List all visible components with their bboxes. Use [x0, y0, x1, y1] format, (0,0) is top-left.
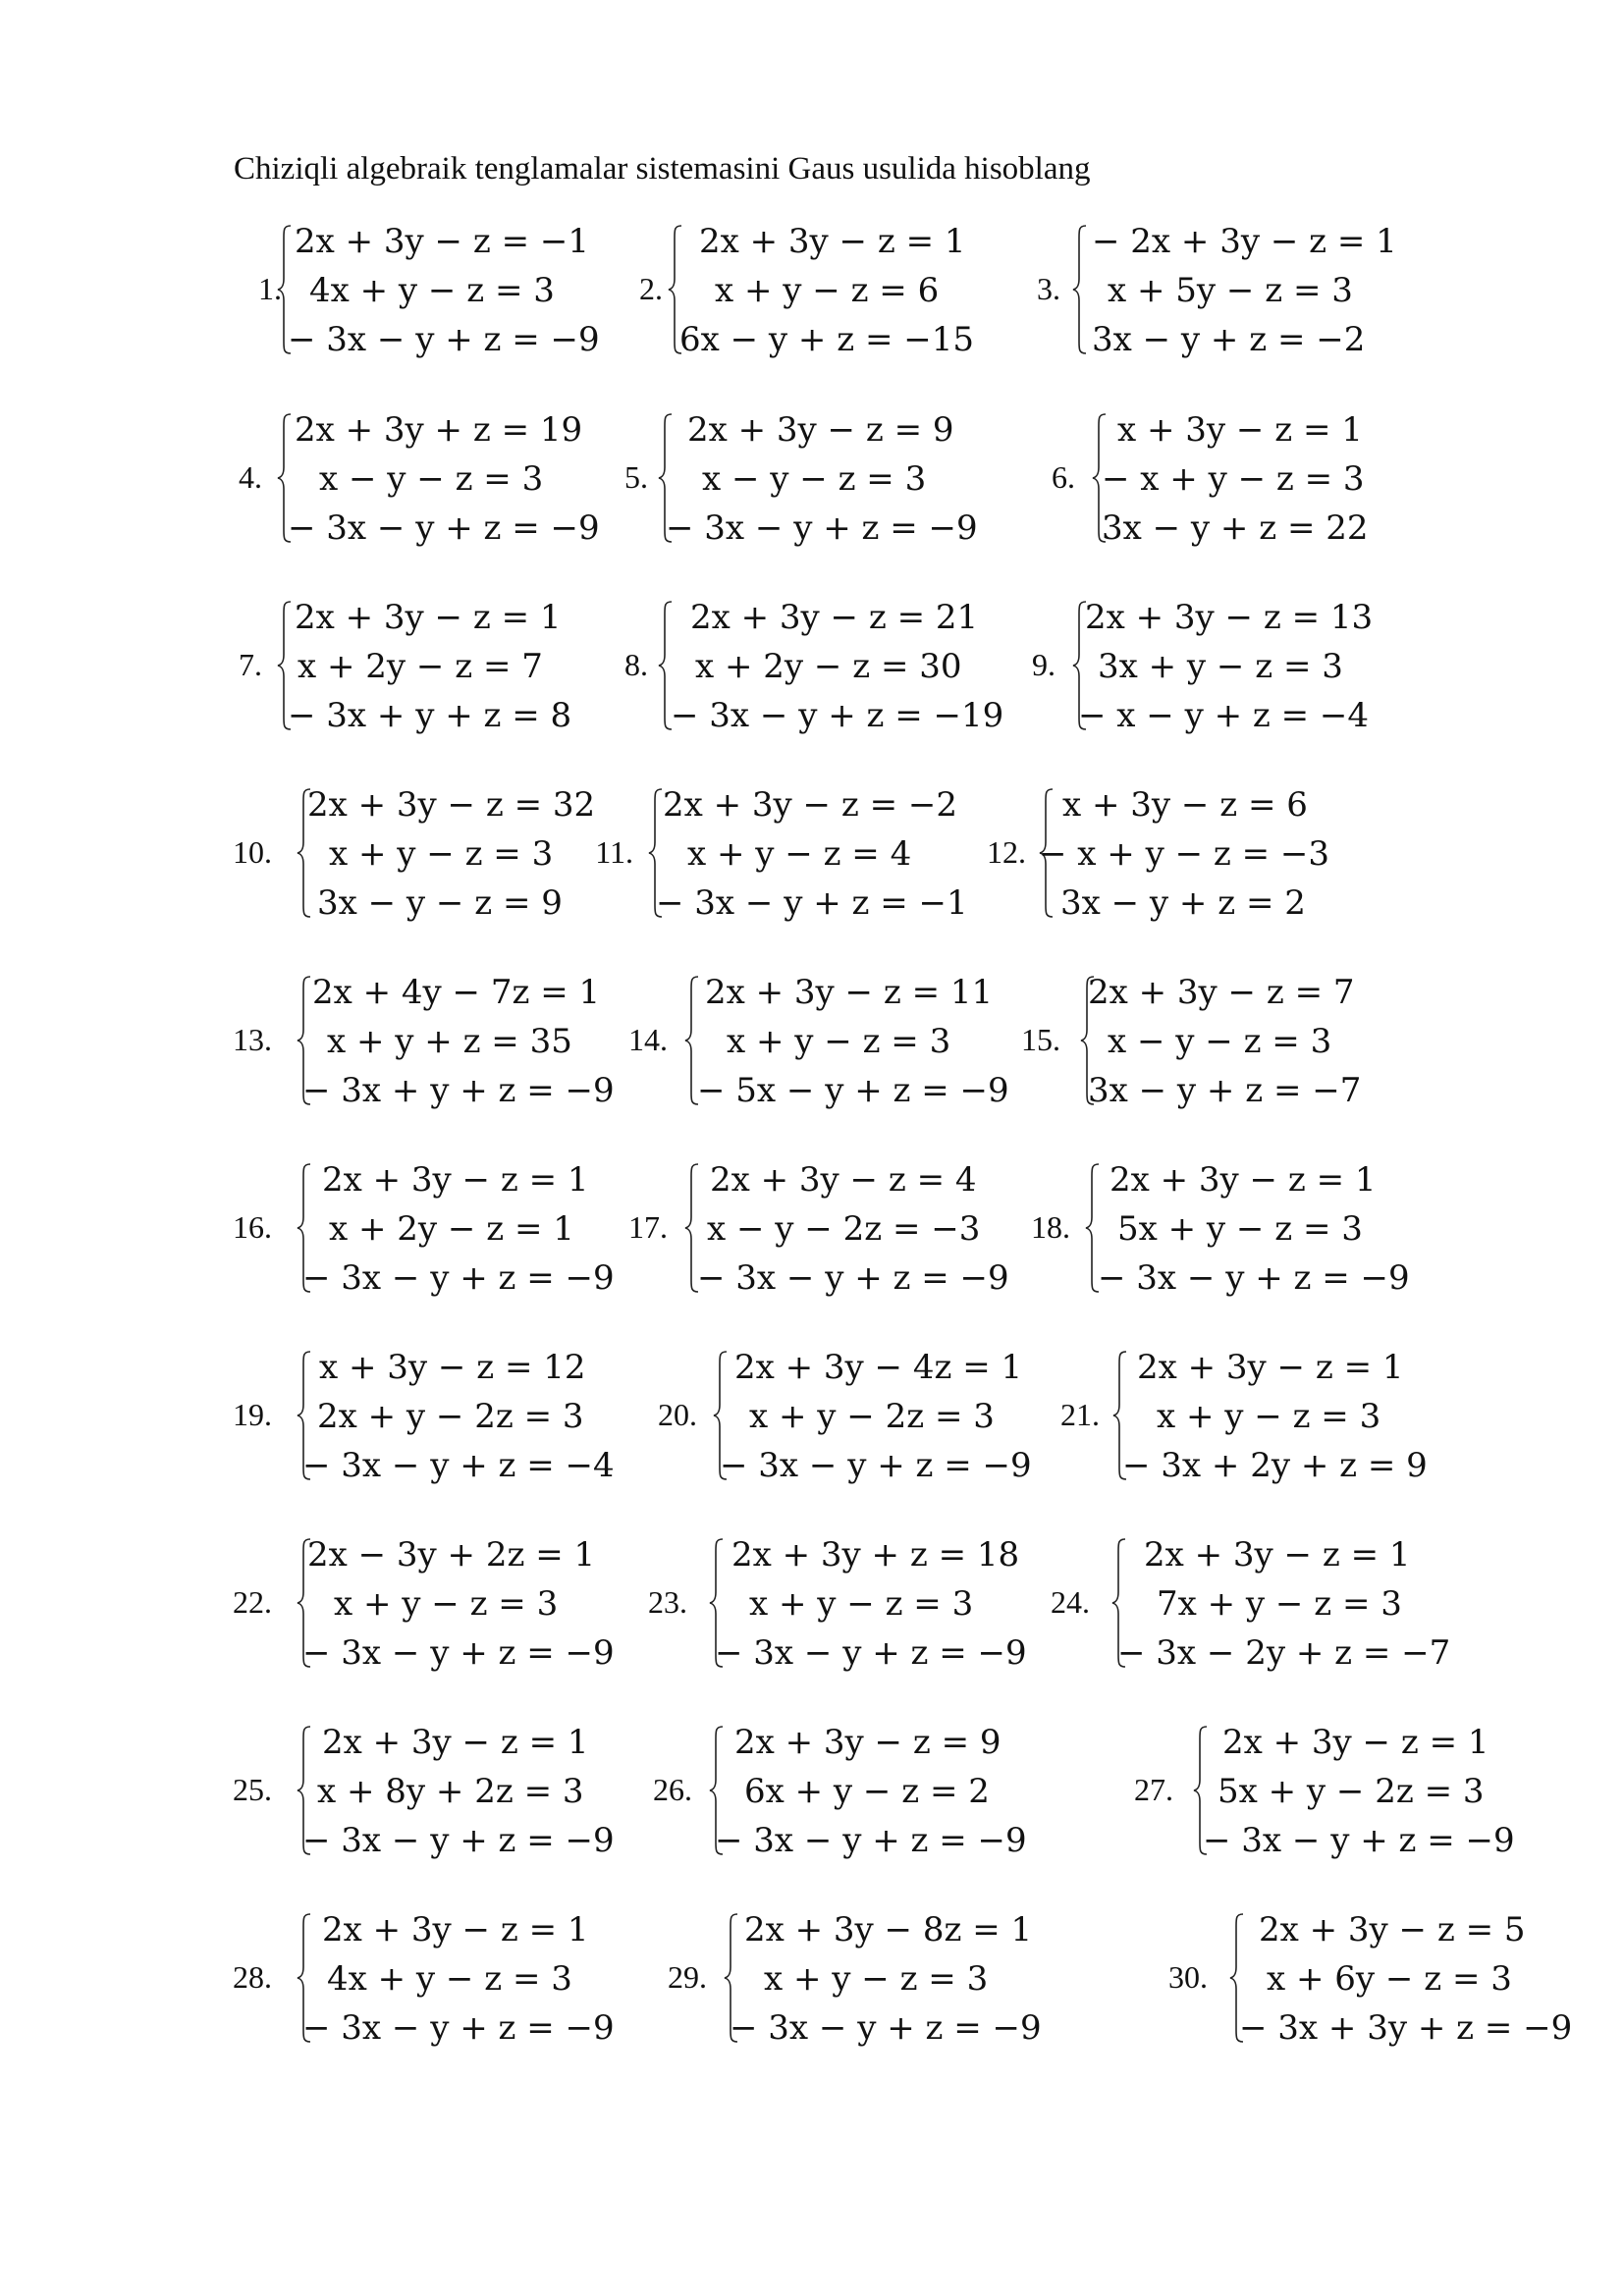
equation-line: x + y − 2z = 3 [749, 1397, 995, 1436]
equation-line: x + y − z = 3 [1157, 1397, 1381, 1436]
equation-system [0, 1156, 1624, 1304]
system-number: 12. [987, 834, 1026, 870]
equation-line: 4x + y − z = 3 [327, 1959, 572, 1999]
equation-line: − 3x − y + z = −9 [730, 2008, 1042, 2048]
equation-line: 2x + 3y − z = 11 [705, 973, 994, 1012]
system-number: 3. [1037, 271, 1060, 306]
system-number: 17. [628, 1209, 668, 1245]
equation-line: 2x − 3y + 2z = 1 [307, 1535, 596, 1575]
equation-line: x + y + z = 35 [327, 1022, 572, 1061]
equation-line: x − y − z = 3 [702, 459, 927, 499]
system-number: 9. [1032, 647, 1056, 682]
system-number: 16. [233, 1209, 272, 1245]
system-number: 7. [239, 647, 262, 682]
equation-system [0, 1906, 1624, 2054]
equation-line: 2x + 3y − z = 4 [710, 1160, 977, 1200]
equation-line: x + 6y − z = 3 [1267, 1959, 1512, 1999]
system-number: 26. [653, 1772, 692, 1807]
equation-line: x + 8y + 2z = 3 [317, 1772, 584, 1811]
equation-line: x + 2y − z = 1 [329, 1209, 574, 1249]
system-number: 24. [1051, 1584, 1090, 1620]
equation-line: x + 5y − z = 3 [1108, 271, 1353, 310]
equation-line: 2x + 3y − z = 1 [1110, 1160, 1377, 1200]
equation-line: 2x + 3y − z = 9 [734, 1723, 1001, 1762]
system-number: 19. [233, 1397, 272, 1432]
equation-line: 2x + 3y − z = 1 [699, 222, 966, 261]
equation-line: − 3x − y + z = −9 [697, 1258, 1009, 1298]
equation-line: − 3x − y + z = −9 [666, 508, 978, 548]
system-number: 5. [624, 459, 648, 495]
equation-line: − 3x − y + z = −9 [720, 1446, 1032, 1485]
equation-line: − 3x − y + z = −9 [1203, 1821, 1515, 1860]
equation-line: 2x + 3y − 4z = 1 [734, 1348, 1023, 1387]
equation-line: 2x + 3y − z = 1 [322, 1910, 589, 1949]
equation-line: − x + y − z = −3 [1039, 834, 1330, 874]
equation-line: 6x + y − z = 2 [744, 1772, 990, 1811]
equation-line: 2x + 4y − 7z = 1 [312, 973, 601, 1012]
system-number: 10. [233, 834, 272, 870]
equation-line: 2x + 3y + z = 19 [295, 410, 583, 450]
system-number: 30. [1168, 1959, 1208, 1995]
page-title: Chiziqli algebraik tenglamalar sistemasini Gaus usulida hisoblang [234, 151, 1091, 187]
equation-line: 2x + 3y − z = 1 [295, 598, 562, 637]
equation-line: 2x + 3y − z = −1 [295, 222, 589, 261]
equation-line: 2x + 3y − z = 1 [1137, 1348, 1404, 1387]
equation-system [0, 781, 1624, 929]
equation-system [0, 1344, 1624, 1491]
equation-line: x + 2y − z = 30 [695, 647, 962, 686]
system-number: 22. [233, 1584, 272, 1620]
equation-line: 2x + 3y − 8z = 1 [744, 1910, 1033, 1949]
equation-line: 2x + 3y − z = −2 [663, 785, 957, 825]
equation-line: − 3x − y + z = −9 [302, 1821, 615, 1860]
equation-line: − 2x + 3y − z = 1 [1092, 222, 1397, 261]
equation-line: 3x − y + z = −2 [1092, 320, 1366, 359]
equation-line: 5x + y − z = 3 [1117, 1209, 1363, 1249]
equation-line: x + y − z = 3 [334, 1584, 559, 1624]
equation-line: x + y − z = 6 [715, 271, 940, 310]
equation-line: 4x + y − z = 3 [309, 271, 555, 310]
equation-line: − 5x − y + z = −9 [697, 1071, 1009, 1110]
equation-line: − 3x − y + z = −9 [715, 1821, 1027, 1860]
equation-line: x + y − z = 4 [687, 834, 912, 874]
system-number: 14. [628, 1022, 668, 1057]
system-number: 6. [1052, 459, 1075, 495]
equation-system [0, 406, 1624, 554]
equation-line: − 3x + y + z = −9 [302, 1071, 615, 1110]
equation-line: − 3x − y + z = −9 [288, 320, 600, 359]
equation-line: − 3x − 2y + z = −7 [1117, 1633, 1451, 1673]
system-number: 11. [595, 834, 633, 870]
equation-line: 2x + y − 2z = 3 [317, 1397, 584, 1436]
equation-line: 2x + 3y − z = 13 [1085, 598, 1374, 637]
equation-line: 2x + 3y − z = 5 [1259, 1910, 1526, 1949]
equation-line: 3x − y − z = 9 [317, 883, 563, 923]
equation-line: 2x + 3y − z = 7 [1088, 973, 1355, 1012]
equation-line: 6x − y + z = −15 [679, 320, 974, 359]
system-number: 23. [648, 1584, 687, 1620]
system-number: 18. [1031, 1209, 1070, 1245]
equation-line: 3x − y + z = 22 [1102, 508, 1369, 548]
equation-line: x − y − 2z = −3 [707, 1209, 981, 1249]
equation-line: 3x + y − z = 3 [1098, 647, 1343, 686]
equation-line: x + y − z = 3 [764, 1959, 989, 1999]
equation-line: x + 2y − z = 7 [298, 647, 543, 686]
system-number: 25. [233, 1772, 272, 1807]
system-number: 20. [658, 1397, 697, 1432]
equation-line: − 3x − y + z = −1 [656, 883, 968, 923]
equation-line: x + 3y − z = 6 [1062, 785, 1308, 825]
equation-line: − 3x − y + z = −9 [302, 1633, 615, 1673]
equation-line: − 3x − y + z = −9 [302, 2008, 615, 2048]
equation-line: x − y − z = 3 [319, 459, 544, 499]
system-number: 8. [624, 647, 648, 682]
equation-system [0, 1531, 1624, 1679]
equation-line: 2x + 3y − z = 1 [322, 1160, 589, 1200]
system-number: 21. [1060, 1397, 1100, 1432]
system-number: 29. [668, 1959, 707, 1995]
equation-line: − x + y − z = 3 [1102, 459, 1365, 499]
equation-line: x + 3y − z = 12 [319, 1348, 586, 1387]
equation-line: − 3x − y + z = −4 [302, 1446, 615, 1485]
equation-line: − x − y + z = −4 [1078, 696, 1370, 735]
equation-line: 2x + 3y − z = 1 [322, 1723, 589, 1762]
equation-line: 7x + y − z = 3 [1157, 1584, 1402, 1624]
equation-line: 2x + 3y − z = 32 [307, 785, 596, 825]
equation-line: 2x + 3y + z = 18 [731, 1535, 1020, 1575]
equation-line: − 3x + 3y + z = −9 [1239, 2008, 1573, 2048]
system-number: 1. [258, 271, 282, 306]
system-number: 15. [1021, 1022, 1060, 1057]
equation-system [0, 1719, 1624, 1866]
equation-line: x + y − z = 3 [749, 1584, 974, 1624]
equation-line: 5x + y − 2z = 3 [1218, 1772, 1485, 1811]
equation-line: 2x + 3y − z = 9 [687, 410, 954, 450]
equation-line: x + y − z = 3 [329, 834, 554, 874]
system-number: 28. [233, 1959, 272, 1995]
equation-line: x + y − z = 3 [727, 1022, 951, 1061]
equation-line: − 3x − y + z = −9 [715, 1633, 1027, 1673]
system-number: 27. [1134, 1772, 1173, 1807]
equation-line: x + 3y − z = 1 [1117, 410, 1363, 450]
equation-line: x − y − z = 3 [1108, 1022, 1332, 1061]
equation-line: − 3x − y + z = −9 [302, 1258, 615, 1298]
equation-line: 2x + 3y − z = 1 [1144, 1535, 1411, 1575]
equation-line: 3x − y + z = 2 [1060, 883, 1306, 923]
equation-line: 2x + 3y − z = 1 [1222, 1723, 1489, 1762]
equation-line: − 3x − y + z = −19 [671, 696, 1004, 735]
equation-line: − 3x − y + z = −9 [1098, 1258, 1410, 1298]
equation-line: − 3x + y + z = 8 [288, 696, 572, 735]
equation-line: − 3x − y + z = −9 [288, 508, 600, 548]
system-number: 4. [239, 459, 262, 495]
equation-system [0, 218, 1624, 365]
equation-line: 2x + 3y − z = 21 [690, 598, 979, 637]
left-brace-icon [1072, 224, 1090, 355]
equation-line: 3x − y + z = −7 [1088, 1071, 1362, 1110]
equation-system [0, 969, 1624, 1116]
system-number: 2. [639, 271, 663, 306]
equation-system [0, 594, 1624, 741]
system-number: 13. [233, 1022, 272, 1057]
equation-line: − 3x + 2y + z = 9 [1122, 1446, 1428, 1485]
